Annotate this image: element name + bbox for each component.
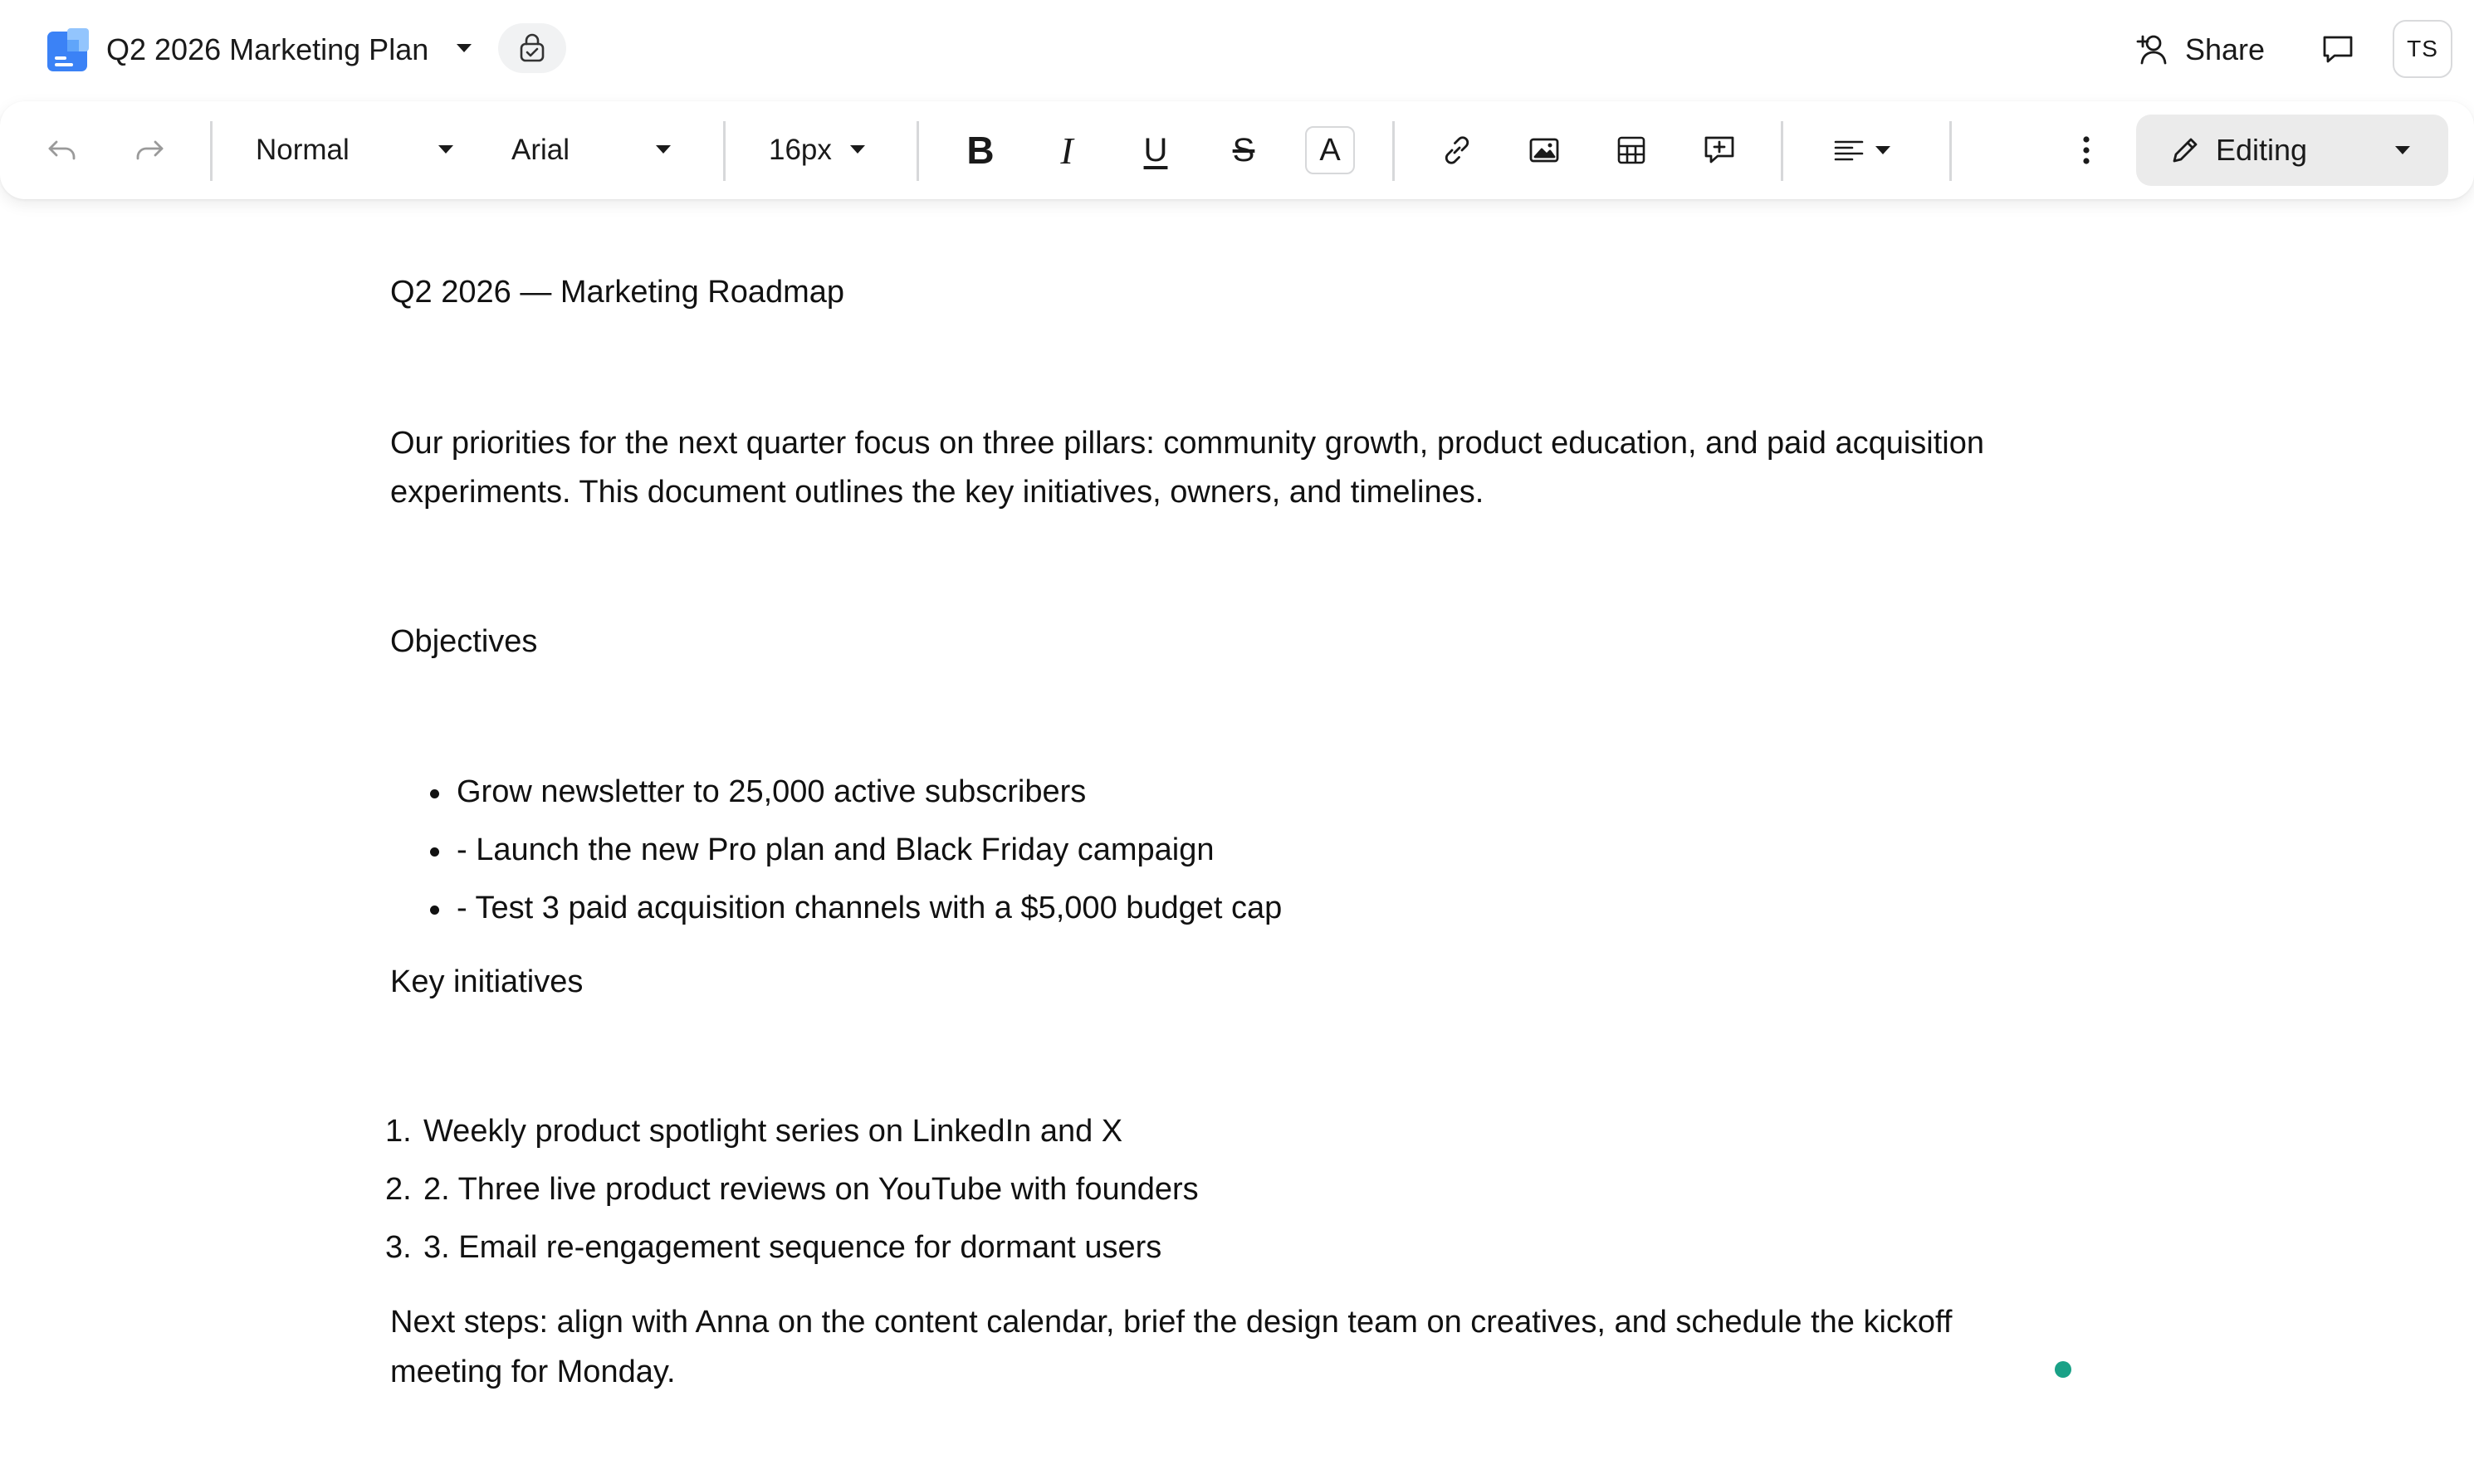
underline-button[interactable] <box>1135 126 1176 174</box>
list-item-text: Grow newsletter to 25,000 active subscribers <box>457 774 1087 809</box>
italic-button[interactable] <box>1046 126 1088 174</box>
toolbar-divider <box>723 121 726 181</box>
chevron-down-icon <box>2393 144 2412 156</box>
document-title[interactable]: Q2 2026 Marketing Plan <box>106 32 429 66</box>
document-body[interactable] <box>0 199 2474 1484</box>
share-button[interactable] <box>2134 25 2265 75</box>
lock-check-icon <box>518 33 546 63</box>
underline-icon: U <box>1143 131 1168 168</box>
docs-app-icon[interactable] <box>47 28 90 71</box>
list-item-text: 3. Email re-engagement sequence for dormant users <box>423 1230 1162 1265</box>
chevron-down-icon <box>437 144 455 155</box>
font-size-value: 16px <box>769 134 832 166</box>
pencil-icon <box>2169 134 2201 166</box>
list-item-text: - Launch the new Pro plan and Black Friday campaign <box>457 832 1215 867</box>
toolbar-divider <box>1949 121 1952 181</box>
italic-icon: I <box>1060 129 1073 172</box>
insert-image-button[interactable] <box>1523 129 1565 171</box>
next-steps-line: meeting for Monday. <box>390 1355 676 1389</box>
text-color-button[interactable] <box>1305 126 1355 174</box>
bold-icon: B <box>966 129 995 172</box>
insert-table-button[interactable] <box>1611 129 1652 171</box>
more-options-button[interactable] <box>2067 129 2105 171</box>
image-icon <box>1528 135 1561 165</box>
text-align-dropdown[interactable] <box>1825 129 1900 171</box>
collaborator-cursor-indicator <box>2055 1361 2071 1378</box>
table-icon <box>1616 134 1647 166</box>
initiatives-heading: Key initiatives <box>390 964 584 999</box>
toolbar-divider <box>917 121 919 181</box>
undo-icon <box>46 137 79 164</box>
text-color-icon: A <box>1319 132 1341 168</box>
more-options-icon <box>2082 135 2090 165</box>
list-number: 2. <box>385 1172 412 1207</box>
align-left-icon <box>1832 137 1865 164</box>
redo-icon <box>133 137 166 164</box>
insert-link-button[interactable] <box>1436 129 1478 171</box>
add-comment-button[interactable] <box>1699 129 1740 171</box>
font-family-dropdown[interactable] <box>511 123 677 178</box>
redo-button[interactable] <box>129 129 170 171</box>
objectives-heading: Objectives <box>390 624 538 659</box>
bullet-marker <box>430 906 439 915</box>
chevron-down-icon <box>1874 144 1892 156</box>
link-icon <box>1440 134 1474 167</box>
list-number: 1. <box>385 1114 412 1149</box>
paragraph-style-dropdown[interactable] <box>256 123 463 178</box>
font-size-dropdown[interactable] <box>769 123 877 178</box>
list-item-text: - Test 3 paid acquisition channels with a $5,000 budget cap <box>457 891 1283 925</box>
strikethrough-icon: S <box>1232 131 1255 168</box>
formatting-toolbar <box>0 101 2474 199</box>
chevron-down-icon <box>654 144 672 155</box>
list-number: 3. <box>385 1230 412 1265</box>
list-item-text: 2. Three live product reviews on YouTube with founders <box>423 1172 1199 1207</box>
comment-icon <box>2321 34 2354 66</box>
editing-mode-button[interactable] <box>2136 115 2448 186</box>
strikethrough-button[interactable] <box>1223 126 1264 174</box>
comments-button[interactable] <box>2318 30 2358 70</box>
bold-button[interactable] <box>960 126 1001 174</box>
toolbar-divider <box>210 121 213 181</box>
undo-button[interactable] <box>42 129 83 171</box>
toolbar-divider <box>1781 121 1783 181</box>
list-item-text: Weekly product spotlight series on LinkedIn and X <box>423 1114 1123 1149</box>
document-protection-button[interactable] <box>498 23 566 73</box>
bullet-marker <box>430 847 439 857</box>
share-label: Share <box>2185 32 2266 66</box>
header <box>0 0 2474 100</box>
intro-paragraph-line: Our priorities for the next quarter focus on three pillars: community growth, product education, and paid acquisition <box>390 426 1985 461</box>
bullet-marker <box>430 789 439 798</box>
intro-paragraph-line: experiments. This document outlines the key initiatives, owners, and timelines. <box>390 475 1484 510</box>
add-person-icon <box>2134 33 2170 66</box>
user-avatar[interactable]: TS <box>2393 20 2452 78</box>
toolbar-divider <box>1392 121 1395 181</box>
next-steps-line: Next steps: align with Anna on the content calendar, brief the design team on creatives, and schedule the kickoff <box>390 1305 1953 1340</box>
chevron-down-icon <box>848 144 867 155</box>
paragraph-style-value: Normal <box>256 134 350 166</box>
font-family-value: Arial <box>511 134 570 166</box>
add-comment-icon <box>1703 134 1736 167</box>
document-heading: Q2 2026 — Marketing Roadmap <box>390 275 845 310</box>
editing-mode-label: Editing <box>2216 133 2308 167</box>
title-menu-caret-icon[interactable] <box>455 42 473 54</box>
